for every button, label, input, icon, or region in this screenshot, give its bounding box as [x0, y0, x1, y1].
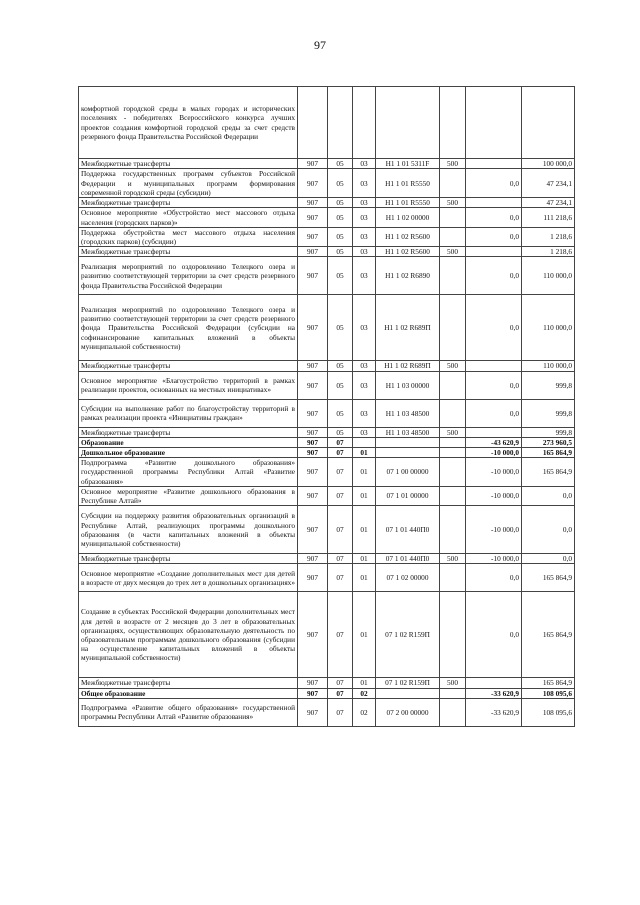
page-number: 97: [314, 38, 326, 52]
row-name: Общее образование: [79, 688, 298, 698]
row-pr: [353, 87, 376, 159]
row-sum-total: 1 218,6: [522, 247, 575, 257]
row-gr: 907: [298, 506, 328, 554]
table-row: [79, 427, 575, 437]
row-sum-change: -10 000,0: [466, 458, 522, 487]
row-vr: [440, 437, 466, 447]
row-vr: [440, 227, 466, 246]
row-pr: 03: [353, 361, 376, 371]
row-rz: 05: [328, 427, 353, 437]
row-name: комфортной городской среды в малых городах и исторических поселениях - победителях Всероссийского конкурса лучших проектов создания комфортной городской среды за счет средств резервного фонда Правительства Российской Федерации: [79, 87, 298, 159]
row-rz: 07: [328, 554, 353, 564]
table-row: [79, 437, 575, 447]
row-rz: 07: [328, 678, 353, 688]
table-row: [79, 295, 575, 361]
row-rz: 05: [328, 169, 353, 198]
row-gr: 907: [298, 486, 328, 505]
row-rz: 05: [328, 159, 353, 169]
row-gr: 907: [298, 159, 328, 169]
row-sum-change: [466, 159, 522, 169]
row-rz: 05: [328, 361, 353, 371]
row-gr: 907: [298, 458, 328, 487]
table-row: [79, 371, 575, 399]
row-sum-change: [466, 198, 522, 208]
table-row: [79, 486, 575, 505]
row-sum-change: 0,0: [466, 371, 522, 399]
row-sum-total: 165 864,9: [522, 448, 575, 458]
row-gr: 907: [298, 198, 328, 208]
row-vr: [440, 688, 466, 698]
row-name: Дошкольное образование: [79, 448, 298, 458]
row-name: Основное мероприятие «Развитие дошкольного образования в Республике Алтай»: [79, 486, 298, 505]
row-vr: [440, 257, 466, 295]
row-cs: 07 1 01 440П0: [376, 506, 440, 554]
table-row: [79, 198, 575, 208]
row-sum-change: -43 620,9: [466, 437, 522, 447]
row-name: Основное мероприятие «Создание дополнительных мест для детей в возрасте от двух месяцев до трех лет в дошкольных организациях»: [79, 564, 298, 592]
row-cs: H1 1 02 R5600: [376, 227, 440, 246]
row-pr: 03: [353, 227, 376, 246]
row-gr: 907: [298, 688, 328, 698]
row-cs: H1 1 01 R5550: [376, 198, 440, 208]
row-rz: 05: [328, 198, 353, 208]
row-cs: 07 2 00 00000: [376, 698, 440, 726]
row-cs: 07 1 01 00000: [376, 486, 440, 505]
row-rz: 05: [328, 227, 353, 246]
row-gr: 907: [298, 554, 328, 564]
row-cs: H1 1 02 R689П: [376, 361, 440, 371]
row-sum-change: -33 620,9: [466, 698, 522, 726]
row-sum-change: 0,0: [466, 257, 522, 295]
table-row: [79, 458, 575, 487]
row-sum-change: -10 000,0: [466, 448, 522, 458]
row-vr: 500: [440, 554, 466, 564]
row-name: Субсидии на поддержку развития образовательных организаций в Республике Алтай, реализующих программы дошкольного образования (в части капитальных вложений в объекты муниципальной собственности): [79, 506, 298, 554]
row-cs: 07 1 00 00000: [376, 458, 440, 487]
table-row: [79, 698, 575, 726]
row-gr: 907: [298, 208, 328, 227]
row-pr: 01: [353, 506, 376, 554]
row-vr: [440, 698, 466, 726]
row-name: Основное мероприятие «Обустройство мест массового отдыха населения (городских парков)»: [79, 208, 298, 227]
row-gr: 907: [298, 427, 328, 437]
row-vr: [440, 506, 466, 554]
row-sum-change: 0,0: [466, 564, 522, 592]
row-name: Основное мероприятие «Благоустройство территорий в рамках реализации проектов, основанных на местных инициативах»: [79, 371, 298, 399]
row-name: Образование: [79, 437, 298, 447]
table-row: [79, 208, 575, 227]
row-gr: 907: [298, 448, 328, 458]
row-pr: 03: [353, 257, 376, 295]
row-cs: 07 1 02 00000: [376, 564, 440, 592]
row-vr: 500: [440, 159, 466, 169]
row-sum-change: [466, 87, 522, 159]
table-row: [79, 257, 575, 295]
row-sum-change: [466, 678, 522, 688]
row-vr: [440, 208, 466, 227]
row-rz: 07: [328, 448, 353, 458]
row-sum-total: 47 234,1: [522, 198, 575, 208]
row-gr: 907: [298, 371, 328, 399]
row-gr: 907: [298, 169, 328, 198]
row-pr: 01: [353, 486, 376, 505]
table-row: [79, 688, 575, 698]
row-vr: 500: [440, 361, 466, 371]
table-row: [79, 247, 575, 257]
row-pr: 01: [353, 592, 376, 678]
table-row: [79, 361, 575, 371]
row-sum-total: 110 000,0: [522, 257, 575, 295]
row-sum-total: 0,0: [522, 486, 575, 505]
row-vr: 500: [440, 427, 466, 437]
row-gr: 907: [298, 295, 328, 361]
row-name: Субсидии на выполнение работ по благоустройству территорий в рамках реализации проекта «Инициативы граждан»: [79, 399, 298, 427]
row-rz: 07: [328, 486, 353, 505]
row-rz: 07: [328, 688, 353, 698]
row-sum-total: [522, 87, 575, 159]
row-name: Межбюджетные трансферты: [79, 159, 298, 169]
row-name: Межбюджетные трансферты: [79, 361, 298, 371]
row-sum-total: 108 095,6: [522, 698, 575, 726]
row-sum-change: 0,0: [466, 592, 522, 678]
row-gr: 907: [298, 564, 328, 592]
row-vr: [440, 399, 466, 427]
row-gr: 907: [298, 678, 328, 688]
row-sum-change: [466, 427, 522, 437]
row-sum-total: 100 000,0: [522, 159, 575, 169]
row-name: Межбюджетные трансферты: [79, 678, 298, 688]
row-pr: 03: [353, 427, 376, 437]
row-cs: H1 1 02 R689П: [376, 295, 440, 361]
row-pr: 01: [353, 564, 376, 592]
row-rz: 05: [328, 399, 353, 427]
row-sum-change: 0,0: [466, 169, 522, 198]
row-sum-change: [466, 361, 522, 371]
row-sum-total: 999,8: [522, 399, 575, 427]
row-name: Подпрограмма «Развитие общего образования» государственной программы Республики Алтай «Развитие образования»: [79, 698, 298, 726]
row-vr: [440, 169, 466, 198]
table-row: [79, 448, 575, 458]
table-row: [79, 592, 575, 678]
row-sum-total: 165 864,9: [522, 678, 575, 688]
row-pr: 01: [353, 554, 376, 564]
row-pr: 01: [353, 448, 376, 458]
row-cs: [376, 448, 440, 458]
row-vr: [440, 486, 466, 505]
row-cs: H1 1 02 R6890: [376, 257, 440, 295]
row-pr: 02: [353, 698, 376, 726]
row-pr: 03: [353, 371, 376, 399]
row-name: Реализация мероприятий по оздоровлению Телецкого озера и развитию соответствующей территории за счет средств резервного фонда Правительства Российской Федерации: [79, 257, 298, 295]
row-vr: [440, 458, 466, 487]
row-rz: 07: [328, 564, 353, 592]
row-cs: [376, 688, 440, 698]
row-pr: 01: [353, 458, 376, 487]
row-sum-total: 110 000,0: [522, 361, 575, 371]
row-rz: 07: [328, 592, 353, 678]
row-vr: [440, 592, 466, 678]
row-cs: H1 1 02 00000: [376, 208, 440, 227]
row-vr: [440, 371, 466, 399]
row-rz: [328, 87, 353, 159]
row-name: Реализация мероприятий по оздоровлению Телецкого озера и развитию соответствующей территории за счет средств резервного фонда Правительства Российской Федерации (субсидии на софинансирование капитальных вложений в объекты муниципальной собственности): [79, 295, 298, 361]
row-sum-total: 47 234,1: [522, 169, 575, 198]
row-rz: 05: [328, 257, 353, 295]
row-gr: 907: [298, 399, 328, 427]
row-name: Межбюджетные трансферты: [79, 554, 298, 564]
row-cs: H1 1 02 R5600: [376, 247, 440, 257]
row-name: Поддержка государственных программ субъектов Российской Федерации и муниципальных программ формирования современной городской среды (субсидии): [79, 169, 298, 198]
row-pr: 03: [353, 295, 376, 361]
row-sum-total: 108 095,6: [522, 688, 575, 698]
row-pr: 03: [353, 198, 376, 208]
row-name: Подпрограмма «Развитие дошкольного образования» государственной программы Республики Алтай «Развитие образования»: [79, 458, 298, 487]
row-cs: 07 1 02 R159П: [376, 678, 440, 688]
row-gr: [298, 87, 328, 159]
row-sum-total: 273 960,5: [522, 437, 575, 447]
table-row: [79, 554, 575, 564]
row-cs: 07 1 02 R159П: [376, 592, 440, 678]
row-gr: 907: [298, 227, 328, 246]
table-body: [79, 87, 575, 727]
row-cs: H1 1 03 48500: [376, 427, 440, 437]
row-gr: 907: [298, 698, 328, 726]
budget-table: [78, 86, 575, 727]
row-rz: 05: [328, 295, 353, 361]
row-pr: 03: [353, 208, 376, 227]
row-gr: 907: [298, 247, 328, 257]
row-rz: 05: [328, 371, 353, 399]
row-vr: [440, 295, 466, 361]
row-pr: 03: [353, 169, 376, 198]
row-vr: 500: [440, 198, 466, 208]
row-gr: 907: [298, 437, 328, 447]
row-name: Создание в субъектах Российской Федерации дополнительных мест для детей в возрасте от 2 месяцев до 3 лет в образовательных организациях, осуществляющих образовательную деятельность по образовательным программам дошкольного образования (субсидии на осуществление капитальных вложений в объекты муниципальной собственности): [79, 592, 298, 678]
row-sum-change: 0,0: [466, 208, 522, 227]
table-row: [79, 564, 575, 592]
row-sum-total: 165 864,9: [522, 458, 575, 487]
row-sum-change: -33 620,9: [466, 688, 522, 698]
row-pr: [353, 437, 376, 447]
row-sum-total: 999,8: [522, 427, 575, 437]
row-sum-change: -10 000,0: [466, 486, 522, 505]
row-sum-total: 0,0: [522, 506, 575, 554]
row-sum-total: 165 864,9: [522, 564, 575, 592]
row-vr: [440, 87, 466, 159]
row-rz: 05: [328, 247, 353, 257]
row-rz: 07: [328, 698, 353, 726]
row-rz: 05: [328, 208, 353, 227]
table-row: [79, 169, 575, 198]
row-sum-total: 111 218,6: [522, 208, 575, 227]
row-sum-change: -10 000,0: [466, 554, 522, 564]
row-cs: H1 1 03 48500: [376, 399, 440, 427]
row-cs: H1 1 01 R5550: [376, 169, 440, 198]
row-gr: 907: [298, 257, 328, 295]
row-rz: 07: [328, 437, 353, 447]
row-name: Поддержка обустройства мест массового отдыха населения (городских парков) (субсидии): [79, 227, 298, 246]
row-name: Межбюджетные трансферты: [79, 247, 298, 257]
row-vr: [440, 448, 466, 458]
row-rz: 07: [328, 506, 353, 554]
row-sum-total: 165 864,9: [522, 592, 575, 678]
row-cs: 07 1 01 440П0: [376, 554, 440, 564]
row-sum-total: 110 000,0: [522, 295, 575, 361]
row-cs: H1 1 01 5311F: [376, 159, 440, 169]
row-sum-change: 0,0: [466, 227, 522, 246]
row-sum-change: -10 000,0: [466, 506, 522, 554]
row-name: Межбюджетные трансферты: [79, 427, 298, 437]
row-sum-change: 0,0: [466, 295, 522, 361]
row-vr: [440, 564, 466, 592]
row-vr: 500: [440, 678, 466, 688]
row-name: Межбюджетные трансферты: [79, 198, 298, 208]
row-pr: 03: [353, 399, 376, 427]
table-row: [79, 506, 575, 554]
table-row: [79, 159, 575, 169]
row-pr: 01: [353, 678, 376, 688]
table-row: [79, 227, 575, 246]
row-pr: 02: [353, 688, 376, 698]
row-cs: [376, 87, 440, 159]
row-gr: 907: [298, 592, 328, 678]
table-row: [79, 399, 575, 427]
row-vr: 500: [440, 247, 466, 257]
row-pr: 03: [353, 247, 376, 257]
table-row: [79, 87, 575, 159]
row-rz: 07: [328, 458, 353, 487]
row-sum-total: 0,0: [522, 554, 575, 564]
row-cs: H1 1 03 00000: [376, 371, 440, 399]
row-pr: 03: [353, 159, 376, 169]
row-gr: 907: [298, 361, 328, 371]
table-row: [79, 678, 575, 688]
row-cs: [376, 437, 440, 447]
row-sum-total: 1 218,6: [522, 227, 575, 246]
row-sum-change: 0,0: [466, 399, 522, 427]
row-sum-total: 999,8: [522, 371, 575, 399]
row-sum-change: [466, 247, 522, 257]
